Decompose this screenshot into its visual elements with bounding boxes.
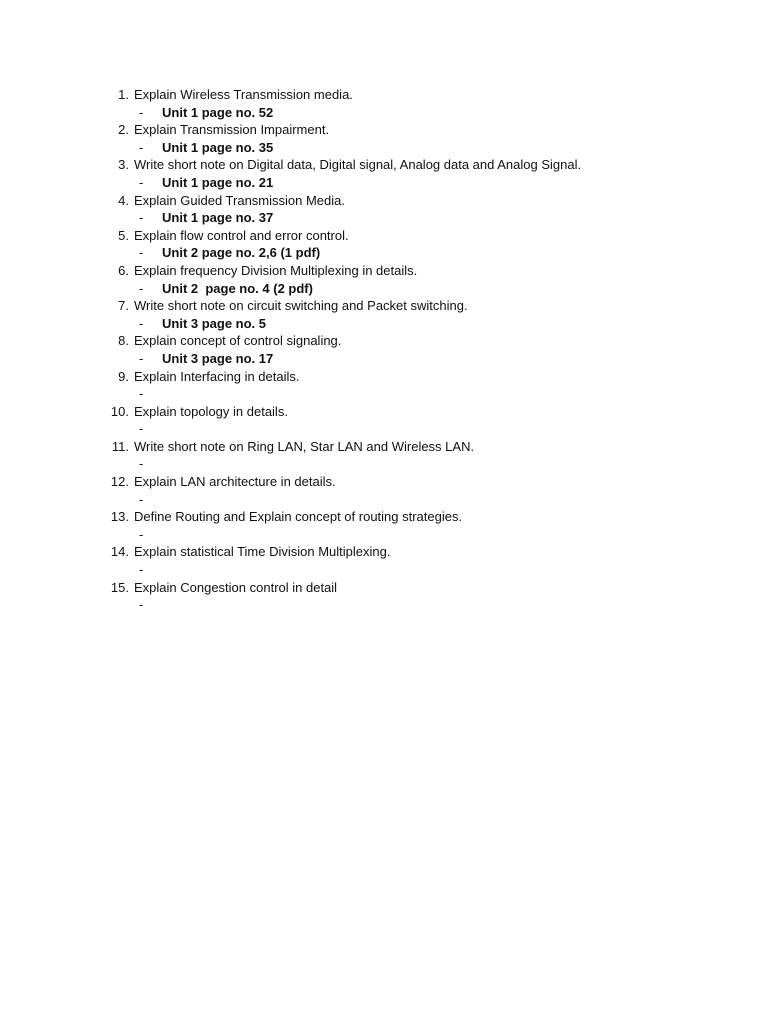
question-number: 15. xyxy=(110,579,129,595)
answer-reference: Unit 3 page no. 17 xyxy=(162,350,274,366)
answer-dash: - xyxy=(139,350,144,366)
question-item xyxy=(108,579,728,614)
answer-reference: Unit 2 page no. 4 (2 pdf) xyxy=(162,280,313,296)
answer-dash: - xyxy=(139,280,144,296)
question-text: Explain frequency Division Multiplexing in details. xyxy=(134,262,418,278)
answer-reference: Unit 3 page no. 5 xyxy=(162,315,267,331)
question-item xyxy=(108,473,728,508)
question-number: 4. xyxy=(118,192,129,208)
question-number: 3. xyxy=(118,157,129,173)
answer-reference-line xyxy=(108,526,728,544)
answer-dash: - xyxy=(139,491,144,507)
question-text: Explain topology in details. xyxy=(134,403,288,419)
question-text: Explain Transmission Impairment. xyxy=(134,122,330,138)
question-number: 5. xyxy=(118,227,129,243)
answer-dash: - xyxy=(139,526,144,542)
question-line xyxy=(108,403,728,421)
question-text: Explain concept of control signaling. xyxy=(134,333,342,349)
question-text: Write short note on circuit switching and Packet switching. xyxy=(134,298,468,314)
question-item xyxy=(108,297,728,332)
question-number: 2. xyxy=(118,122,129,138)
question-text: Define Routing and Explain concept of routing strategies. xyxy=(134,509,463,525)
question-item xyxy=(108,508,728,543)
question-item xyxy=(108,121,728,156)
question-item xyxy=(108,192,728,227)
question-line xyxy=(108,368,728,386)
answer-dash: - xyxy=(139,104,144,120)
answer-dash: - xyxy=(139,174,144,190)
question-number: 12. xyxy=(110,474,129,490)
question-line xyxy=(108,86,728,104)
question-line xyxy=(108,262,728,280)
answer-reference-line xyxy=(108,209,728,227)
answer-reference: Unit 2 page no. 2,6 (1 pdf) xyxy=(162,245,321,261)
answer-reference-line xyxy=(108,455,728,473)
answer-reference-line xyxy=(108,244,728,262)
question-line xyxy=(108,227,728,245)
question-line xyxy=(108,438,728,456)
question-number: 10. xyxy=(110,403,129,419)
answer-dash: - xyxy=(139,245,144,261)
answer-reference: Unit 1 page no. 21 xyxy=(162,174,274,190)
question-line xyxy=(108,473,728,491)
question-item xyxy=(108,543,728,578)
answer-dash: - xyxy=(139,597,144,613)
answer-dash: - xyxy=(139,456,144,472)
answer-dash: - xyxy=(139,386,144,402)
question-item xyxy=(108,332,728,367)
question-text: Write short note on Digital data, Digital signal, Analog data and Analog Signal. xyxy=(134,157,582,173)
question-text: Explain Interfacing in details. xyxy=(134,368,300,384)
question-text: Explain Congestion control in detail xyxy=(134,579,338,595)
question-list xyxy=(108,86,728,614)
question-line xyxy=(108,192,728,210)
answer-reference-line xyxy=(108,491,728,509)
question-line xyxy=(108,508,728,526)
answer-dash: - xyxy=(139,139,144,155)
answer-dash: - xyxy=(139,315,144,331)
answer-reference-line xyxy=(108,104,728,122)
question-text: Explain Guided Transmission Media. xyxy=(134,192,345,208)
question-number: 11. xyxy=(111,438,129,454)
answer-reference: Unit 1 page no. 52 xyxy=(162,104,274,120)
question-number: 6. xyxy=(118,262,129,278)
question-item xyxy=(108,156,728,191)
answer-reference-line xyxy=(108,385,728,403)
question-line xyxy=(108,543,728,561)
question-number: 1. xyxy=(118,87,129,102)
question-item xyxy=(108,403,728,438)
answer-dash: - xyxy=(139,562,144,578)
answer-reference: Unit 1 page no. 35 xyxy=(162,139,274,155)
answer-reference-line xyxy=(108,174,728,192)
question-item xyxy=(108,227,728,262)
question-text: Explain LAN architecture in details. xyxy=(134,474,336,490)
question-text: Explain Wireless Transmission media. xyxy=(134,87,353,102)
answer-reference-line xyxy=(108,280,728,298)
question-item xyxy=(108,86,728,121)
answer-dash: - xyxy=(139,210,144,226)
question-line xyxy=(108,121,728,139)
question-number: 14. xyxy=(110,544,129,560)
question-number: 9. xyxy=(118,368,129,384)
answer-dash: - xyxy=(139,421,144,437)
answer-reference: Unit 1 page no. 37 xyxy=(162,210,274,226)
question-item xyxy=(108,368,728,403)
question-item xyxy=(108,262,728,297)
question-line xyxy=(108,297,728,315)
answer-reference-line xyxy=(108,315,728,333)
answer-reference-line xyxy=(108,420,728,438)
answer-reference-line xyxy=(108,350,728,368)
answer-reference-line xyxy=(108,596,728,614)
question-item xyxy=(108,438,728,473)
answer-reference-line xyxy=(108,561,728,579)
question-line xyxy=(108,156,728,174)
question-number: 7. xyxy=(118,298,129,314)
question-text: Explain flow control and error control. xyxy=(134,227,349,243)
question-line xyxy=(108,579,728,597)
question-number: 8. xyxy=(118,333,129,349)
question-text: Explain statistical Time Division Multiplexing. xyxy=(134,544,391,560)
question-line xyxy=(108,332,728,350)
answer-reference-line xyxy=(108,139,728,157)
question-number: 13. xyxy=(110,509,129,525)
question-text: Write short note on Ring LAN, Star LAN and Wireless LAN. xyxy=(134,438,475,454)
